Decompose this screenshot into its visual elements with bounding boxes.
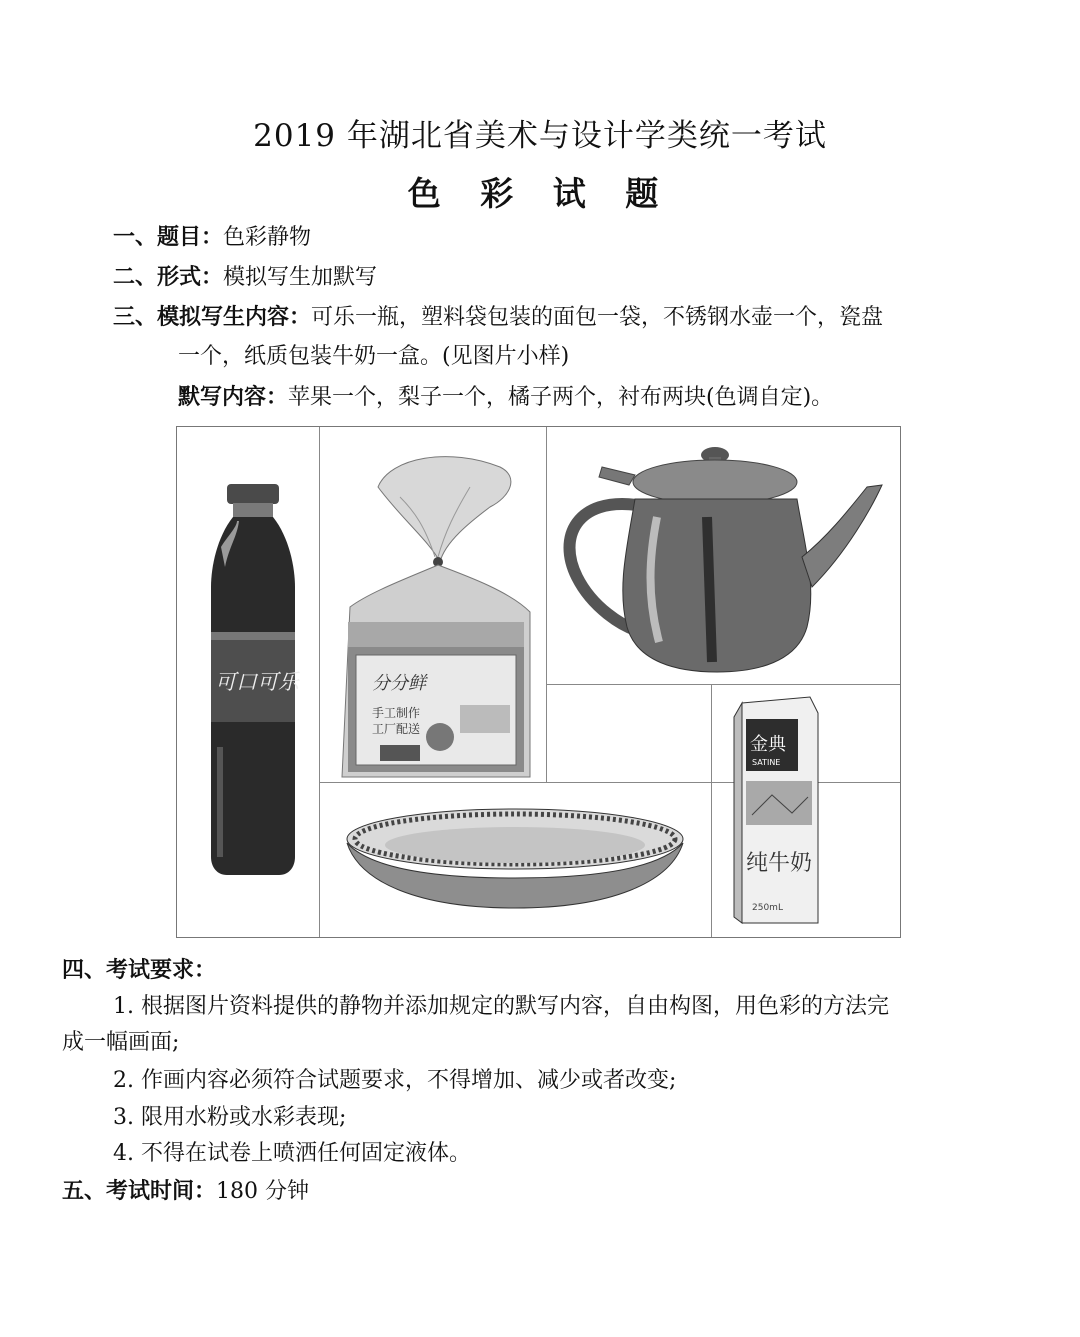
section-time-text: 180 分钟 bbox=[216, 1179, 310, 1204]
section-still-life-text: 可乐一瓶，塑料袋包装的面包一袋，不锈钢水壶一个，瓷盘 bbox=[311, 305, 884, 330]
section-form-label: 二、形式： bbox=[113, 264, 224, 290]
cola-label-text: 可口可乐 bbox=[215, 670, 299, 694]
cola-bottle-image bbox=[177, 427, 319, 937]
section-still-life-label: 三、模拟写生内容： bbox=[113, 304, 312, 330]
requirement-2: 2. 作画内容必须符合试题要求，不得增加、减少或者改变; bbox=[113, 1068, 677, 1093]
section-memory bbox=[178, 382, 833, 413]
requirement-1: 1. 根据图片资料提供的静物并添加规定的默写内容，自由构图，用色彩的方法完 bbox=[113, 994, 889, 1019]
milk-sub-text: SATINE bbox=[752, 758, 781, 767]
section-requirements-heading bbox=[62, 955, 216, 986]
milk-volume-text: 250mL bbox=[752, 903, 783, 913]
section-form-text: 模拟写生加默写 bbox=[223, 265, 378, 290]
section-memory-label: 默写内容： bbox=[178, 384, 289, 410]
bread-brand-text: 分分鲜 bbox=[372, 673, 426, 694]
section-topic-text: 色彩静物 bbox=[223, 225, 312, 250]
milk-name-text: 纯牛奶 bbox=[746, 851, 813, 876]
section-memory-text: 苹果一个，梨子一个，橘子两个，衬布两块(色调自定)。 bbox=[288, 385, 834, 410]
exam-title: 2019 年湖北省美术与设计学类统一考试 bbox=[253, 118, 827, 154]
plate-image bbox=[320, 783, 711, 937]
teapot-image bbox=[547, 427, 900, 684]
requirement-1-cont: 成一幅画面; bbox=[62, 1030, 180, 1055]
exam-subtitle: 色 彩 试 题 bbox=[407, 174, 673, 213]
requirement-4: 4. 不得在试卷上喷洒任何固定液体。 bbox=[113, 1141, 471, 1166]
bread-bag-image bbox=[320, 427, 546, 782]
bread-text-1: 手工制作 bbox=[372, 706, 421, 720]
section-still-life bbox=[113, 302, 883, 333]
bread-text-2: 工厂配送 bbox=[372, 722, 421, 736]
milk-brand-text: 金典 bbox=[750, 734, 786, 755]
section-form bbox=[113, 262, 377, 293]
section-requirements-label: 四、考试要求： bbox=[62, 957, 217, 983]
section-topic bbox=[113, 222, 311, 253]
section-topic-label: 一、题目： bbox=[113, 224, 224, 250]
section-still-life-cont: 一个，纸质包装牛奶一盒。(见图片小样) bbox=[178, 344, 570, 369]
reference-photos bbox=[176, 426, 901, 938]
section-time bbox=[62, 1176, 309, 1207]
milk-carton-image bbox=[712, 685, 900, 937]
section-time-label: 五、考试时间： bbox=[62, 1178, 217, 1204]
requirement-3: 3. 限用水粉或水彩表现; bbox=[113, 1105, 347, 1130]
